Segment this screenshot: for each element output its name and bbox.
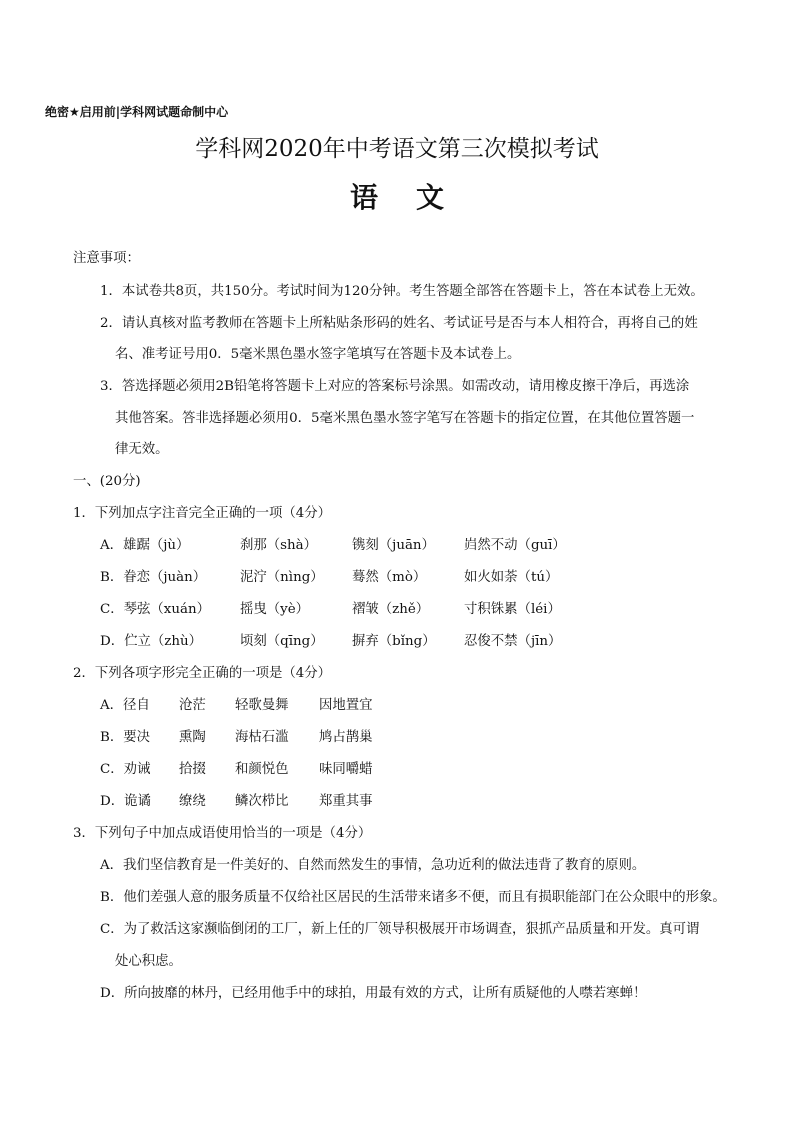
notice-heading: 注意事项： xyxy=(73,251,140,266)
notice-item-3: 3．答选择题必须用2B铅笔将答题卡上对应的答案标号涂黑。如需改动，请用橡皮擦干净后，再选涂 xyxy=(100,379,690,394)
question-2-stem: 2．下列各项字形完全正确的一项是（4分） xyxy=(73,666,332,681)
question-3-option-a: A．我们坚信教育是一件美好的、自然而然发生的事情，急功近利的做法违背了教育的原则。 xyxy=(100,858,646,873)
subject-title: 语文 xyxy=(349,181,482,214)
notice-item-2-cont: 名、准考证号用0．5毫米黑色墨水签字笔填写在答题卡及本试卷上。 xyxy=(115,347,521,362)
question-3-stem: 3．下列句子中加点成语使用恰当的一项是（4分） xyxy=(73,826,372,841)
question-3-option-c: C．为了救活这家濒临倒闭的工厂，新上任的厂领导积极展开市场调查，狠抓产品质量和开发。真可谓 xyxy=(100,922,700,937)
question-3-option-d: D．所向披靡的林丹，已经用他手中的球拍，用最有效的方式，让所有质疑他的人噤若寒蝉！ xyxy=(100,986,647,1001)
notice-item-3-cont2: 律无效。 xyxy=(115,442,169,457)
notice-item-1: 1．本试卷共8页，共150分。考试时间为120分钟。考生答题全部答在答题卡上，答在本试卷上无效。 xyxy=(100,284,704,299)
section-heading: 一、(20分) xyxy=(73,474,141,489)
notice-item-2: 2．请认真核对监考教师在答题卡上所粘贴条形码的姓名、考试证号是否与本人相符合，再将自己的姓 xyxy=(100,316,698,331)
exam-title: 学科网2020年中考语文第三次模拟考试 xyxy=(195,136,599,162)
confidential-header: 绝密★启用前|学科网试题命制中心 xyxy=(45,105,229,119)
question-1-stem: 1．下列加点字注音完全正确的一项（4分） xyxy=(73,506,332,521)
question-3-option-b: B．他们差强人意的服务质量不仅给社区居民的生活带来诸多不便，而且有损职能部门在公众眼中的形象。 xyxy=(100,890,726,905)
exam-page: 绝密★启用前|学科网试题命制中心 学科网2020年中考语文第三次模拟考试 语文 注意事项： 1．本试卷共8页，共150分。考试时间为120分钟。考生答题全部答在答题卡上，答在本试卷上无效。 2．请认真核对监考教师在答题卡上所粘贴条形码的姓名、考试证号是否与本人相符合，再将自己的姓 名、准考证号用0．5毫米黑色墨水签字笔填写在答题卡及本试卷上。 3．答选择题必须用2B铅笔将答题卡上对应的答案标号涂黑。如需改动，请用橡皮擦干净后，再选涂 其他答案。答非选择题必须用0．5毫米黑色墨水签字笔写在答题卡的指定位置，在其他位置答题一 律无效。 一、(20分) 1．下列加点字注音完全正确的一项（4分） A．雄踞（jù） 刹那（shà） 镌刻（juān） 岿然不动（guī） B．眷恋（juàn） 泥泞（nìng） 蓦然（mò） 如火如荼（tú） C．琴弦（xuán） 摇曳（yè） 褶皱（zhě） 寸积铢累（léi） D．伫立（zhù） 顷刻（qīng） 摒弃（bǐng） 忍俊不禁（jīn） 2．下列各项字形完全正确的一项是（4分） A．径自 沧茫 轻歌曼舞 因地置宜 B．要决 熏陶 海枯石滥 鸠占鹊巢 C．劝诫 拾掇 和颜悦色 味同嚼蜡 D．诡谲 缭绕 鳞次栉比 郑重其事 3．下列句子中加点成语使用恰当的一项是（4分） A．我们坚信教育是一件美好的、自然而然发生的事情，急功近利的做法违背了教育的原则。 B．他们差强人意的服务质量不仅给社区居民的生活带来诸多不便，而且有损职能部门在公众眼中的形象。 C．为了救活这家濒临倒闭的工厂，新上任的厂领导积极展开市场调查，狠抓产品质量和开发。真可谓 处心积虑。 D．所向披靡的林丹，已经用他手中的球拍，用最有效的方式，让所有质疑他的人噤若寒蝉！ xyxy=(0,0,794,1123)
question-3-option-c-cont: 处心积虑。 xyxy=(115,954,182,969)
notice-item-3-cont: 其他答案。答非选择题必须用0．5毫米黑色墨水签字笔写在答题卡的指定位置，在其他位置答题一 xyxy=(115,411,695,426)
